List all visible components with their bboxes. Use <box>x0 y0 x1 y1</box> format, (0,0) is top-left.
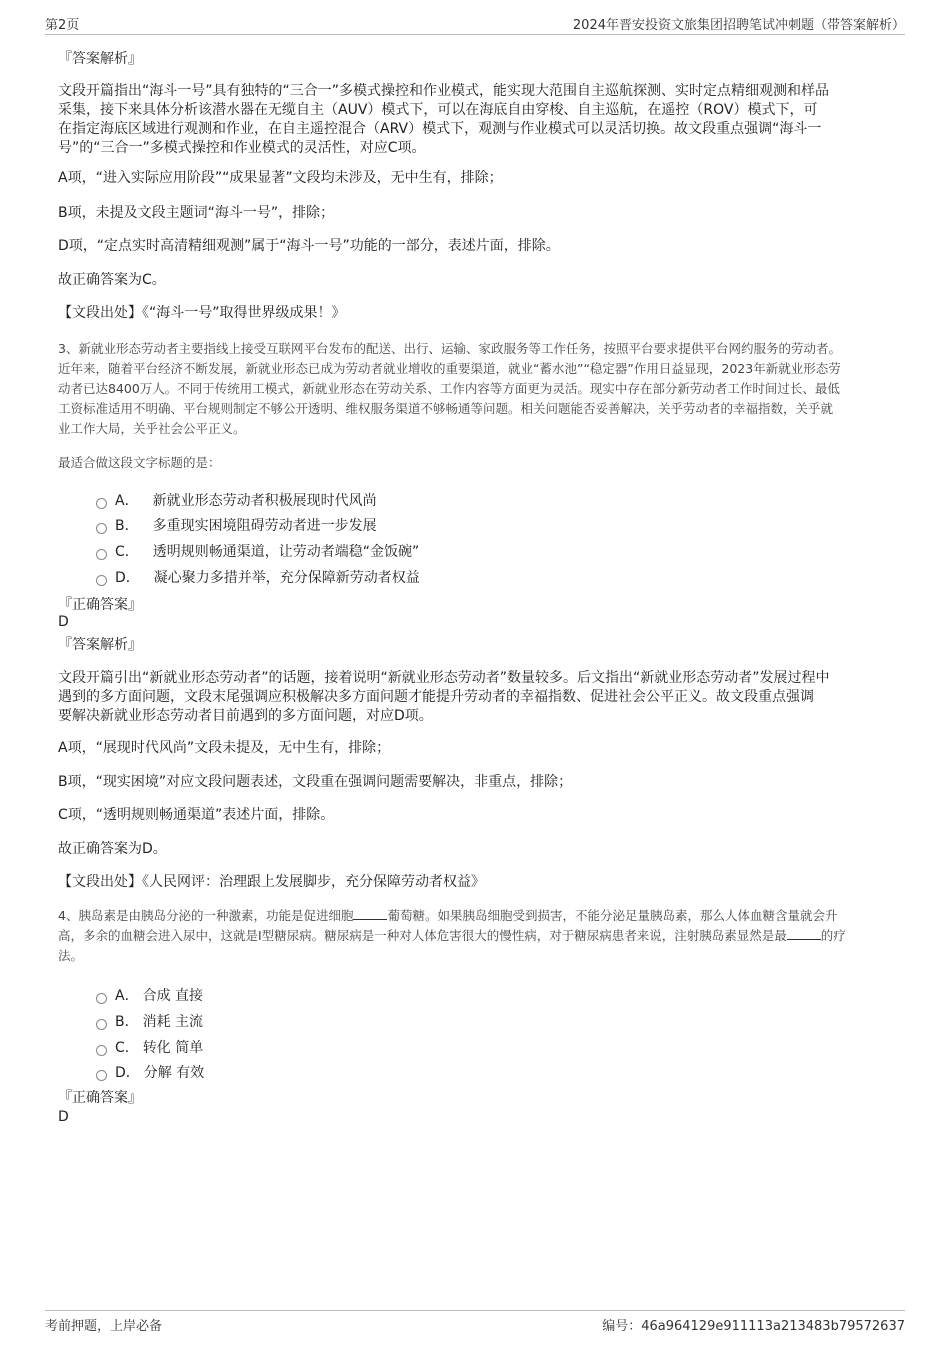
q3-stem-line: 3、新就业形态劳动者主要指线上接受互联网平台发布的配送、出行、运输、家政服务等工作任务，按照平台要求提供平台网约服务的劳动者。 <box>58 341 841 356</box>
q2-analysis-text <box>58 82 898 158</box>
q4-stem <box>58 906 898 966</box>
option-letter: C． <box>115 544 139 560</box>
option-letter: A． <box>115 988 139 1004</box>
q3-stem <box>58 339 898 439</box>
q3-analysis-line: 要解决新就业形态劳动者目前遇到的多方面问题，对应D项。 <box>58 708 433 724</box>
q4-option-a[interactable] <box>96 985 203 1005</box>
document-title: 2024年晋安投资文旅集团招聘笔试冲刺题（带答案解析） <box>572 18 905 33</box>
footer-slogan: 考前押题，上岸必备 <box>45 1319 163 1334</box>
radio-icon[interactable] <box>96 993 107 1004</box>
q2-analysis-line: 文段开篇指出“海斗一号”具有独特的“三合一”多模式操控和作业模式，能实现大范围自主巡航探测、实时定点精细观测和样品 <box>58 83 830 99</box>
q3-answer-label: 『正确答案』 <box>58 597 142 613</box>
q4-stem-line: 4、胰岛素是由胰岛分泌的一种激素，功能是促进细胞 葡萄糖。如果胰岛细胞受到损害，不能分泌足量胰岛素，那么人体血糖含量就会升 <box>58 908 838 923</box>
q3-source: 【文段出处】《人民网评：治理跟上发展脚步，充分保障劳动者权益》 <box>58 874 485 890</box>
q3-option-b[interactable] <box>96 515 377 535</box>
q4-option-c[interactable] <box>96 1037 203 1057</box>
q4-answer: D <box>58 1109 69 1125</box>
option-letter: D． <box>115 570 140 586</box>
page-footer <box>45 1310 905 1337</box>
q2-option-d-note: D项，“定点实时高清精细观测”属于“海斗一号”功能的一部分，表述片面，排除。 <box>58 238 560 254</box>
document-code: 编号：46a964129e911113a213483b79572637 <box>602 1319 905 1334</box>
option-text: 凝心聚力多措并举，充分保障新劳动者权益 <box>153 570 420 586</box>
q4-stem-line: 法。 <box>58 948 84 963</box>
radio-icon[interactable] <box>96 1019 107 1030</box>
option-text: 转化 简单 <box>142 1040 204 1056</box>
q3-option-c[interactable] <box>96 541 419 561</box>
q3-prompt: 最适合做这段文字标题的是： <box>58 455 221 470</box>
q4-stem-line: 高，多余的血糖会进入尿中，这就是I型糖尿病。糖尿病是一种对人体危害很大的慢性病，对于糖尿病患者来说，注射胰岛素显然是最 的疗 <box>58 928 846 943</box>
page-number: 第2页 <box>45 18 80 33</box>
radio-icon[interactable] <box>96 549 107 560</box>
radio-icon[interactable] <box>96 498 107 509</box>
q2-source: 【文段出处】《“海斗一号”取得世界级成果！》 <box>58 305 346 321</box>
q4-option-d[interactable] <box>96 1062 204 1082</box>
q3-analysis-line: 遇到的多方面问题，文段末尾强调应积极解决多方面问题才能提升劳动者的幸福指数、促进社会公平正义。故文段重点强调 <box>58 689 814 705</box>
q2-conclusion: 故正确答案为C。 <box>58 272 166 288</box>
option-letter: C． <box>115 1040 139 1056</box>
option-letter: B． <box>115 1014 139 1030</box>
option-text: 消耗 主流 <box>142 1014 204 1030</box>
q4-option-b[interactable] <box>96 1011 203 1031</box>
q3-answer: D <box>58 614 69 630</box>
q3-option-d[interactable] <box>96 567 420 587</box>
q3-option-b-note: B项，“现实困境”对应文段问题表述，文段重在强调问题需要解决，非重点，排除； <box>58 774 573 790</box>
q2-analysis-line: 号”的“三合一”多模式操控和作业模式的灵活性，对应C项。 <box>58 140 426 156</box>
option-letter: B． <box>115 518 139 534</box>
radio-icon[interactable] <box>96 1045 107 1056</box>
answer-blank <box>353 907 387 920</box>
option-text: 透明规则畅通渠道，让劳动者端稳“金饭碗” <box>152 544 420 560</box>
option-text: 分解 有效 <box>143 1065 205 1081</box>
radio-icon[interactable] <box>96 523 107 534</box>
q3-option-c-note: C项，“透明规则畅通渠道”表述片面，排除。 <box>58 807 335 823</box>
q2-option-a-note: A项，“进入实际应用阶段”“成果显著”文段均未涉及，无中生有，排除； <box>58 170 503 186</box>
q2-analysis-label: 『答案解析』 <box>58 51 142 67</box>
option-letter: A． <box>115 493 139 509</box>
q2-analysis-line: 在指定海底区域进行观测和作业，在自主遥控混合（ARV）模式下，观测与作业模式可以灵活切换。故文段重点强调“海斗一 <box>58 121 822 137</box>
q3-option-a-note: A项，“展现时代风尚”文段未提及，无中生有，排除； <box>58 740 391 756</box>
radio-icon[interactable] <box>96 1070 107 1081</box>
q3-stem-line: 动者已达8400万人。不同于传统用工模式，新就业形态在劳动关系、工作内容等方面更为灵活。现实中存在部分新劳动者工作时间过长、最低 <box>58 381 840 396</box>
answer-blank <box>787 927 821 940</box>
radio-icon[interactable] <box>96 575 107 586</box>
q3-analysis-line: 文段开篇引出“新就业形态劳动者”的话题，接着说明“新就业形态劳动者”数量较多。后文指出“新就业形态劳动者”发展过程中 <box>58 670 830 686</box>
q2-analysis-line: 采集，接下来具体分析该潜水器在无缆自主（AUV）模式下，可以在海底自由穿梭、自主巡航，在遥控（ROV）模式下，可 <box>58 102 818 118</box>
q3-stem-line: 近年来，随着平台经济不断发展，新就业形态已成为劳动者就业增收的重要渠道，就业“蓄水池”“稳定器”作用日益显现，2023年新就业形态劳 <box>58 361 841 376</box>
q3-analysis-label: 『答案解析』 <box>58 637 142 653</box>
q4-answer-label: 『正确答案』 <box>58 1090 142 1106</box>
q3-stem-line: 业工作大局，关乎社会公平正义。 <box>58 421 246 436</box>
q2-option-b-note: B项，未提及文段主题词“海斗一号”，排除； <box>58 205 335 221</box>
option-text: 多重现实困境阻碍劳动者进一步发展 <box>152 518 377 534</box>
option-letter: D． <box>115 1065 140 1081</box>
option-text: 合成 直接 <box>142 988 204 1004</box>
q3-analysis-text <box>58 669 898 726</box>
option-text: 新就业形态劳动者积极展现时代风尚 <box>152 493 377 509</box>
q3-conclusion: 故正确答案为D。 <box>58 841 167 857</box>
q3-stem-line: 工资标准适用不明确、平台规则制定不够公开透明、维权服务渠道不够畅通等问题。相关问题能否妥善解决，关乎劳动者的幸福指数，关乎就 <box>58 401 834 416</box>
q3-option-a[interactable] <box>96 490 377 510</box>
page-header <box>45 14 905 35</box>
